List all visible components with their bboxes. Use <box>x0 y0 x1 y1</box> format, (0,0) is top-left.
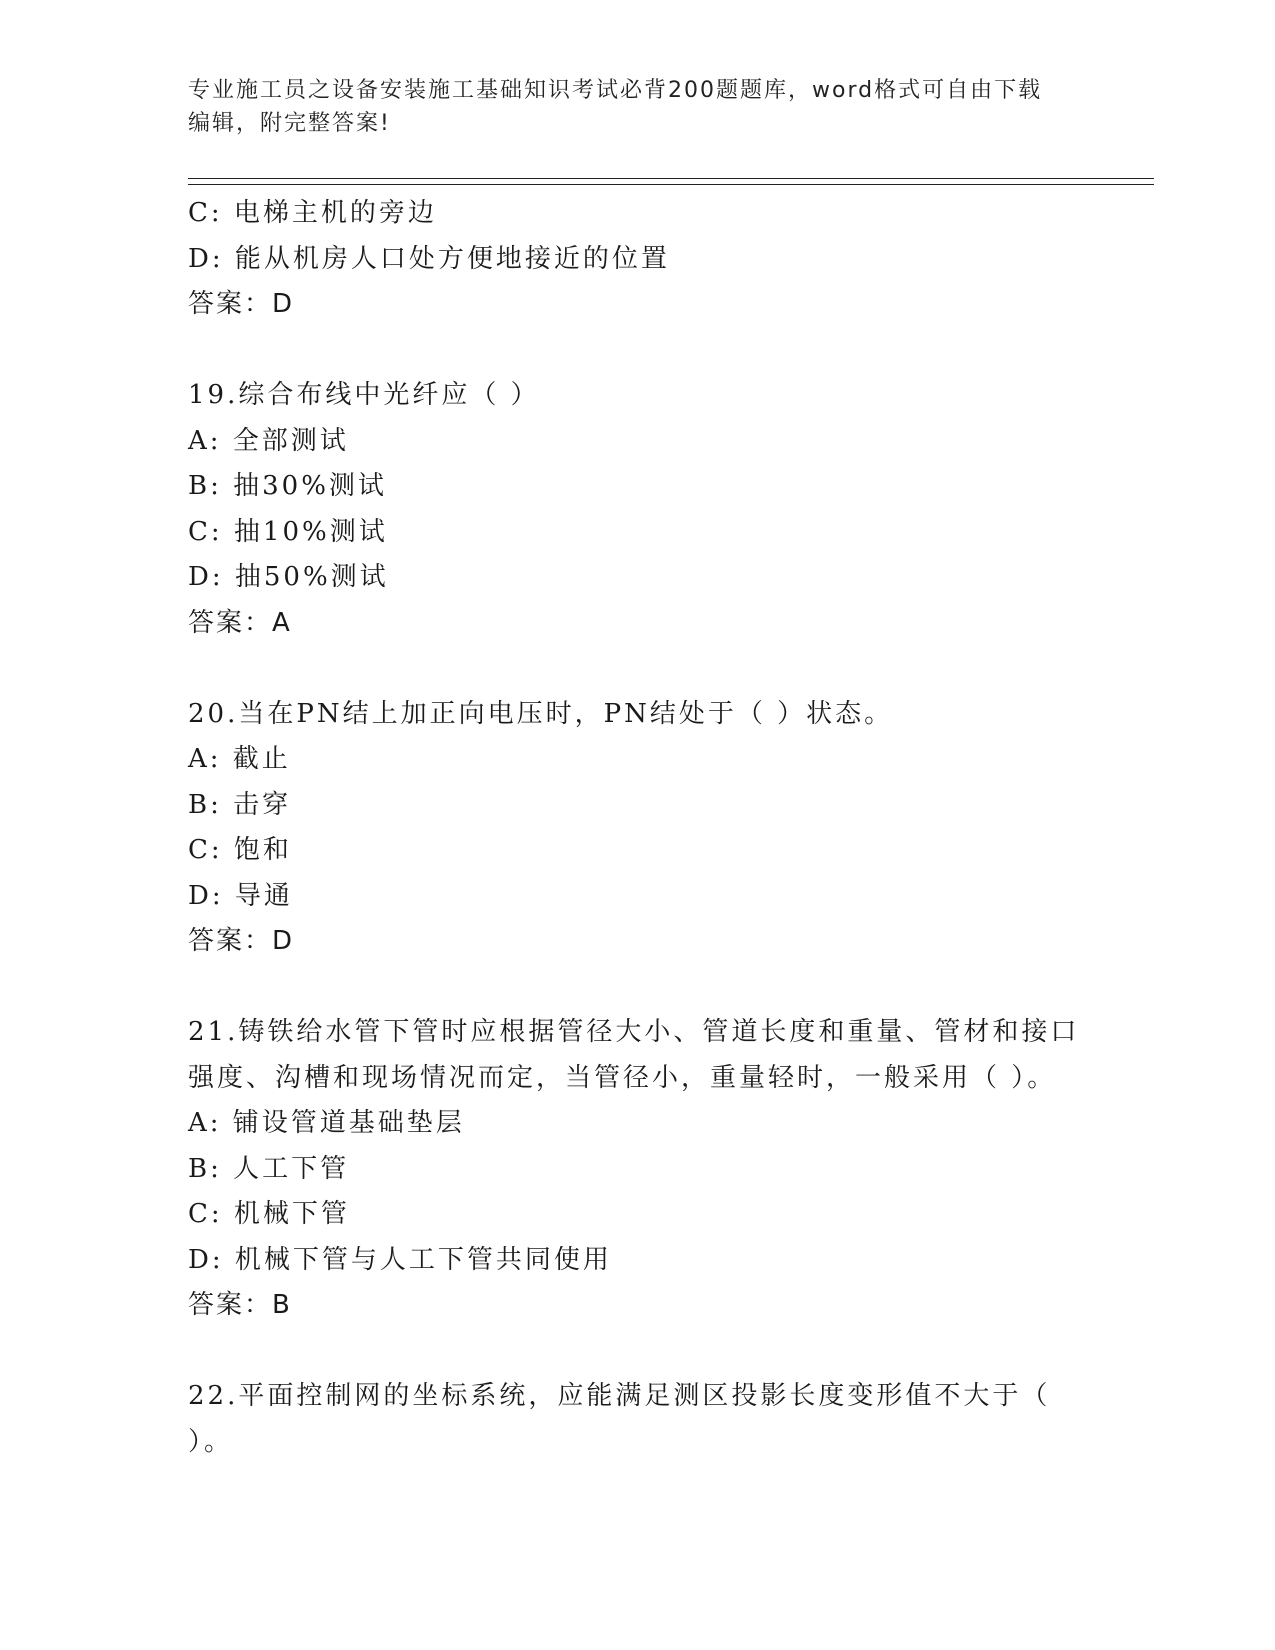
header-title-line-2: 编辑，附完整答案! <box>188 111 391 136</box>
spacer <box>188 965 1148 1011</box>
question-text-line-1: 22.平面控制网的坐标系统，应能满足测区投影长度变形值不大于（ <box>188 1381 1051 1411</box>
option-a: A: 截止 <box>188 744 291 774</box>
question-text-line-1: 21.铸铁给水管下管时应根据管径大小、管道长度和重量、管材和接口 <box>188 1017 1080 1047</box>
option-d: D: 能从机房人口处方便地接近的位置 <box>188 243 670 274</box>
option-b: B: 击穿 <box>188 789 292 820</box>
question-text-line-2: ）。 <box>188 1426 234 1457</box>
answer-line: 答案：D <box>188 926 295 956</box>
question-text: 20.当在PN结上加正向电压时，PN结处于（ ）状态。 <box>188 698 894 729</box>
option-c: C: 饱和 <box>188 835 292 865</box>
question-19 <box>188 373 1148 646</box>
header-divider <box>188 178 1154 185</box>
option-d: D: 抽50%测试 <box>188 562 389 592</box>
spacer <box>188 1329 1148 1375</box>
option-d: D: 机械下管与人工下管共同使用 <box>188 1244 612 1275</box>
option-a: A: 铺设管道基础垫层 <box>188 1108 465 1138</box>
question-20 <box>188 692 1148 965</box>
question-text: 19.综合布线中光纤应（ ） <box>188 380 540 410</box>
question-18 <box>188 191 1148 328</box>
answer-line: 答案：D <box>188 289 295 319</box>
option-c: C: 机械下管 <box>188 1199 350 1229</box>
spacer <box>188 646 1148 692</box>
question-22 <box>188 1374 1148 1465</box>
header-title-line-1: 专业施工员之设备安装施工基础知识考试必背200题题库，word格式可自由下载 <box>188 78 1043 103</box>
question-text-line-2: 强度、沟槽和现场情况而定，当管径小，重量轻时，一般采用（ ）。 <box>188 1062 1057 1093</box>
option-c: C: 抽10%测试 <box>188 516 388 547</box>
option-b: B: 抽30%测试 <box>188 471 387 501</box>
answer-line: 答案：A <box>188 607 292 638</box>
question-list <box>188 191 1148 1465</box>
answer-line: 答案：B <box>188 1290 292 1320</box>
question-21 <box>188 1010 1148 1329</box>
spacer <box>188 328 1148 374</box>
option-d: D: 导通 <box>188 880 293 911</box>
document-header <box>188 74 1068 140</box>
option-c: C: 电梯主机的旁边 <box>188 198 437 228</box>
option-b: B: 人工下管 <box>188 1153 350 1184</box>
option-a: A: 全部测试 <box>188 425 349 456</box>
